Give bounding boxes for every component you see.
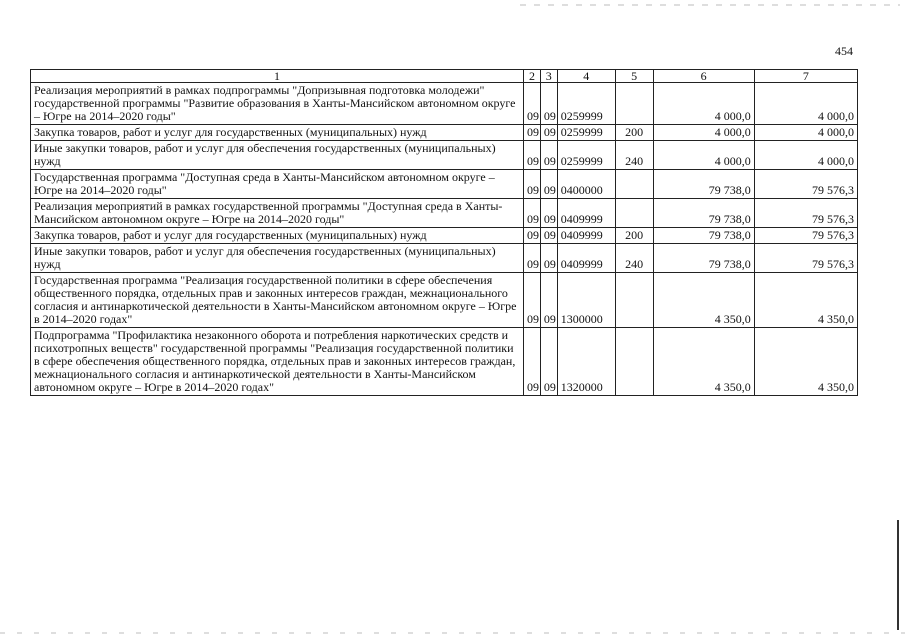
row-target-article: 0259999 <box>557 141 615 170</box>
row-target-article: 0409999 <box>557 228 615 244</box>
header-col-2: 2 <box>524 70 541 83</box>
row-sum-col6: 79 738,0 <box>653 244 754 273</box>
table-body <box>31 83 858 396</box>
row-sum-col6: 79 738,0 <box>653 170 754 199</box>
row-section: 09 <box>524 273 541 328</box>
row-expense-type <box>615 199 653 228</box>
row-sum-col7: 4 000,0 <box>754 83 857 125</box>
row-section: 09 <box>524 125 541 141</box>
row-target-article: 1320000 <box>557 328 615 396</box>
scan-artifact-bottom <box>0 632 905 634</box>
row-expense-type: 240 <box>615 141 653 170</box>
row-target-article: 1300000 <box>557 273 615 328</box>
row-subsection: 09 <box>540 228 557 244</box>
scan-artifact-edge <box>897 520 899 630</box>
row-expense-type <box>615 170 653 199</box>
row-target-article: 0400000 <box>557 170 615 199</box>
row-expense-type: 240 <box>615 244 653 273</box>
row-sum-col7: 79 576,3 <box>754 244 857 273</box>
row-name: Государственная программа "Реализация государственной политики в сфере обеспечения общественного порядка, отдельных прав и законных интересов граждан, межнационального согласия и антинаркотической деятельности в Ханты-Мансийском автономном округе – Югре в 2014–2020 годах" <box>31 273 524 328</box>
table-row <box>31 141 858 170</box>
scan-artifact-top <box>520 4 900 6</box>
table-header <box>31 70 858 83</box>
table-row <box>31 170 858 199</box>
page-number: 454 <box>835 44 853 58</box>
row-section: 09 <box>524 83 541 125</box>
row-name: Реализация мероприятий в рамках государственной программы "Доступная среда в Ханты-Мансийском автономном округе – Югре на 2014–2020 годы" <box>31 199 524 228</box>
row-expense-type <box>615 328 653 396</box>
row-target-article: 0409999 <box>557 199 615 228</box>
row-subsection: 09 <box>540 199 557 228</box>
row-subsection: 09 <box>540 328 557 396</box>
row-sum-col6: 4 350,0 <box>653 328 754 396</box>
row-name: Реализация мероприятий в рамках подпрограммы "Допризывная подготовка молодежи" государственной программы "Развитие образования в Ханты-Мансийском автономном округе – Югре на 2014–2020 годы" <box>31 83 524 125</box>
header-col-1: 1 <box>31 70 524 83</box>
table-row <box>31 83 858 125</box>
table-row <box>31 125 858 141</box>
table-row <box>31 228 858 244</box>
row-subsection: 09 <box>540 141 557 170</box>
row-target-article: 0259999 <box>557 125 615 141</box>
row-sum-col7: 4 000,0 <box>754 125 857 141</box>
row-expense-type <box>615 83 653 125</box>
table-row <box>31 199 858 228</box>
row-name: Государственная программа "Доступная среда в Ханты-Мансийском автономном округе – Югре на 2014–2020 годы" <box>31 170 524 199</box>
row-sum-col6: 4 350,0 <box>653 273 754 328</box>
row-target-article: 0409999 <box>557 244 615 273</box>
row-section: 09 <box>524 228 541 244</box>
row-subsection: 09 <box>540 170 557 199</box>
header-col-3: 3 <box>540 70 557 83</box>
row-sum-col7: 4 350,0 <box>754 328 857 396</box>
row-sum-col7: 4 350,0 <box>754 273 857 328</box>
row-section: 09 <box>524 328 541 396</box>
row-name: Иные закупки товаров, работ и услуг для обеспечения государственных (муниципальных) нужд <box>31 244 524 273</box>
header-row <box>31 70 858 83</box>
row-sum-col7: 79 576,3 <box>754 170 857 199</box>
row-section: 09 <box>524 244 541 273</box>
table-row <box>31 273 858 328</box>
row-subsection: 09 <box>540 125 557 141</box>
header-col-6: 6 <box>653 70 754 83</box>
row-sum-col7: 4 000,0 <box>754 141 857 170</box>
row-sum-col6: 79 738,0 <box>653 199 754 228</box>
row-target-article: 0259999 <box>557 83 615 125</box>
row-section: 09 <box>524 199 541 228</box>
row-sum-col7: 79 576,3 <box>754 199 857 228</box>
header-col-4: 4 <box>557 70 615 83</box>
row-sum-col6: 4 000,0 <box>653 83 754 125</box>
row-section: 09 <box>524 170 541 199</box>
budget-table <box>30 69 858 396</box>
table-row <box>31 328 858 396</box>
row-name: Закупка товаров, работ и услуг для государственных (муниципальных) нужд <box>31 125 524 141</box>
row-expense-type: 200 <box>615 228 653 244</box>
header-col-5: 5 <box>615 70 653 83</box>
row-expense-type <box>615 273 653 328</box>
row-sum-col6: 79 738,0 <box>653 228 754 244</box>
row-name: Иные закупки товаров, работ и услуг для обеспечения государственных (муниципальных) нужд <box>31 141 524 170</box>
row-sum-col6: 4 000,0 <box>653 125 754 141</box>
row-subsection: 09 <box>540 273 557 328</box>
header-col-7: 7 <box>754 70 857 83</box>
row-name: Подпрограмма "Профилактика незаконного оборота и потребления наркотических средств и психотропных веществ" государственной программы "Реализация государственной политики в сфере обеспечения общественного порядка, отдельных прав и законных интересов граждан, межнационального согласия и антинаркотической деятельности в Ханты-Мансийском автономном округе – Югре в 2014–2020 годах" <box>31 328 524 396</box>
row-section: 09 <box>524 141 541 170</box>
row-subsection: 09 <box>540 244 557 273</box>
row-name: Закупка товаров, работ и услуг для государственных (муниципальных) нужд <box>31 228 524 244</box>
table-row <box>31 244 858 273</box>
row-sum-col7: 79 576,3 <box>754 228 857 244</box>
row-sum-col6: 4 000,0 <box>653 141 754 170</box>
row-expense-type: 200 <box>615 125 653 141</box>
row-subsection: 09 <box>540 83 557 125</box>
